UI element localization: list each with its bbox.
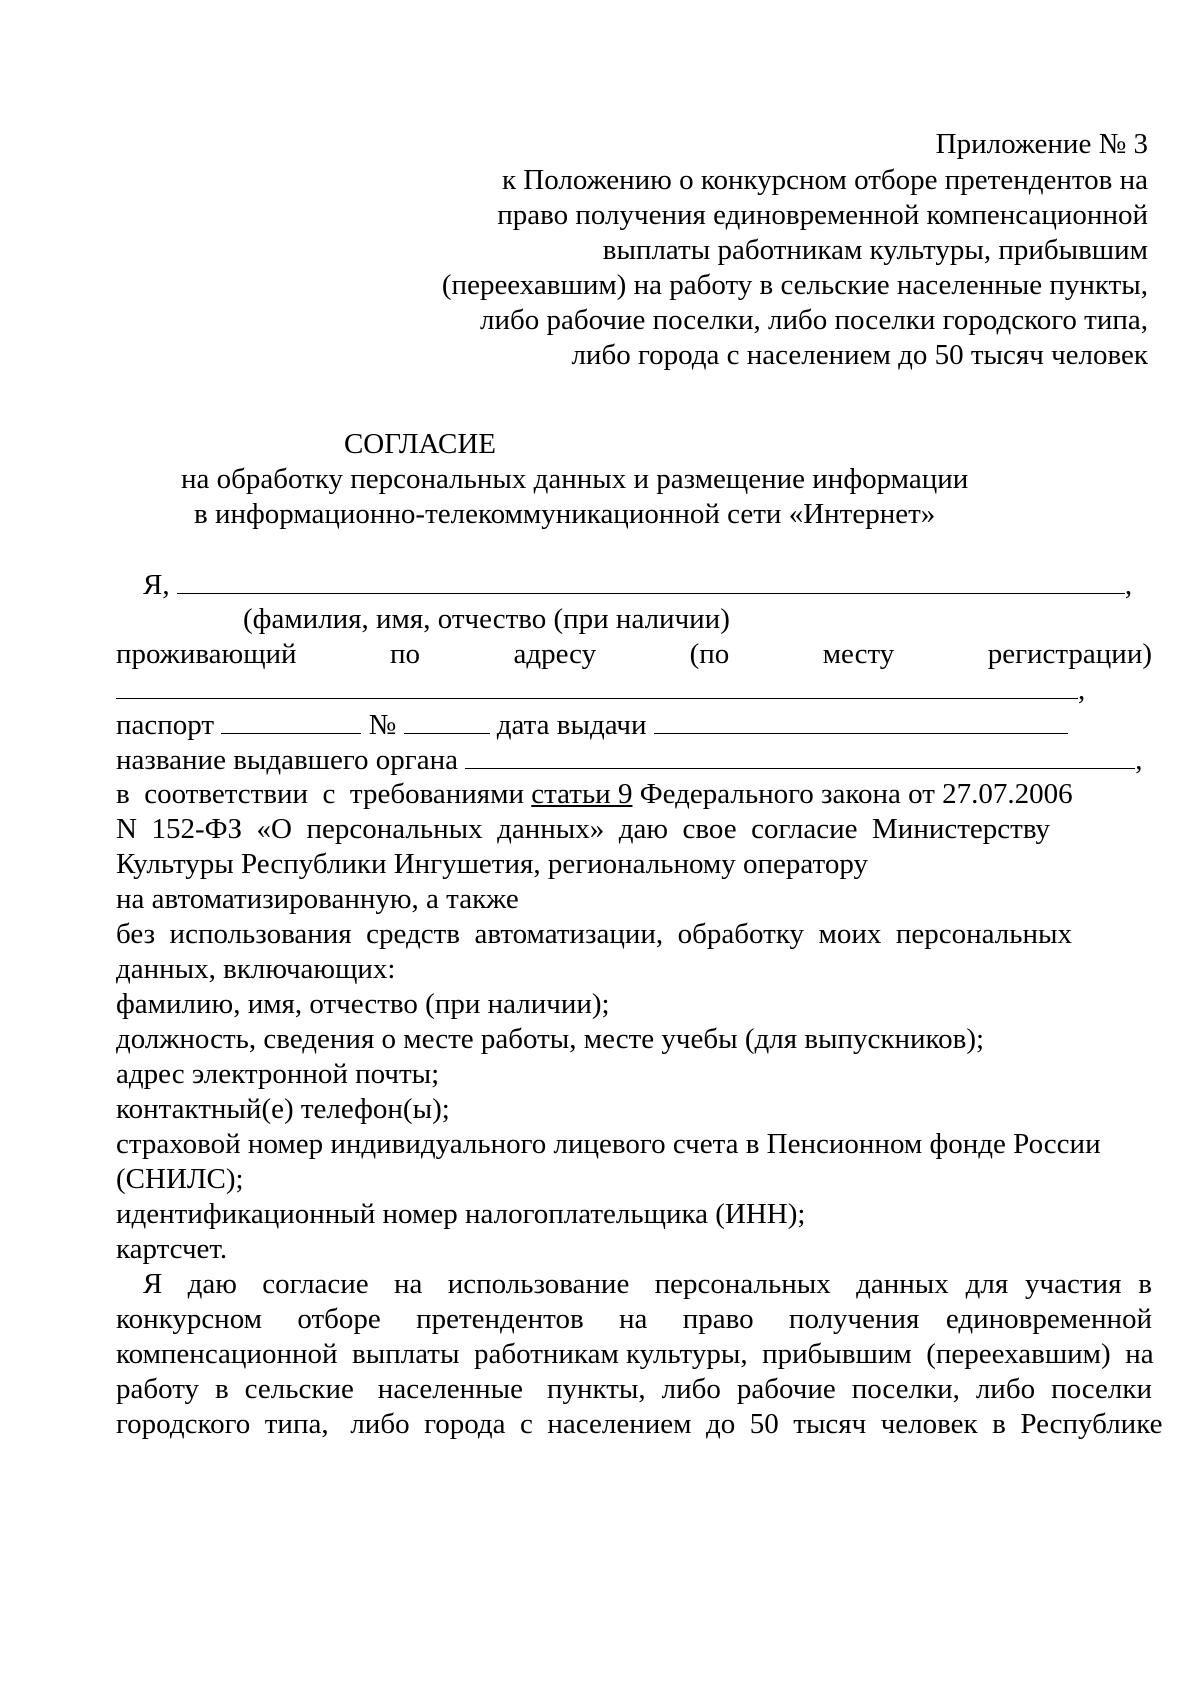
address-word: регистрации) <box>987 638 1153 670</box>
header-line: к Положению о конкурсном отборе претендентов на <box>501 164 1148 196</box>
document-subtitle: на обработку персональных данных и размещение информации <box>181 463 969 495</box>
header-line: право получения единовременной компенсационной <box>497 199 1148 231</box>
passport-series-field[interactable] <box>221 706 361 734</box>
data-item: фамилию, имя, отчество (при наличии); <box>116 988 610 1020</box>
data-item: страховой номер индивидуального лицевого счета в Пенсионном фонде России <box>116 1128 1101 1160</box>
data-item: адрес электронной почты; <box>116 1058 440 1090</box>
passport-label: паспорт <box>116 709 215 741</box>
issue-date-field[interactable] <box>654 706 1068 734</box>
law-line: Культуры Республики Ингушетия, региональному оператору <box>116 848 868 880</box>
data-item: контактный(е) телефон(ы); <box>116 1093 450 1125</box>
data-item: картсчет. <box>116 1233 228 1265</box>
data-item: должность, сведения о месте работы, месте учебы (для выпускников); <box>116 1023 985 1055</box>
law-text: в соответствии с требованиями <box>116 778 532 810</box>
header-line: (переехавшим) на работу в сельские населенные пункты, <box>441 269 1148 301</box>
law-line: данных, включающих: <box>116 953 396 985</box>
issue-date-label: дата выдачи <box>496 709 647 741</box>
address-row <box>116 636 1152 672</box>
document-subtitle: в информационно-телекоммуникационной сети «Интернет» <box>194 498 936 530</box>
consent-paragraph-line: Я даю согласие на использование персональных данных для участия в <box>143 1268 1152 1300</box>
passport-row <box>116 706 1068 743</box>
law-line: N 152-ФЗ «О персональных данных» даю свое согласие Министерству <box>116 813 1051 845</box>
fio-field[interactable] <box>177 566 1125 594</box>
data-item: идентификационный номер налогоплательщика (ИНН); <box>116 1198 806 1230</box>
document-title: СОГЛАСИЕ <box>343 428 497 460</box>
comma: , <box>1078 674 1086 706</box>
appendix-number: Приложение № 3 <box>935 128 1148 160</box>
issuer-label: название выдавшего органа <box>116 744 458 776</box>
comma: , <box>1135 744 1143 776</box>
data-item: (СНИЛС); <box>116 1163 244 1195</box>
address-field[interactable] <box>116 671 1078 699</box>
header-line: либо рабочие поселки, либо поселки городского типа, <box>479 304 1148 336</box>
address-word: (по <box>689 638 730 670</box>
address-word: месту <box>822 638 895 670</box>
issuer-row <box>116 741 1142 778</box>
header-line: выплаты работникам культуры, прибывшим <box>602 234 1148 266</box>
fio-caption: (фамилия, имя, отчество (при наличии) <box>243 603 730 635</box>
fio-row <box>143 566 1132 603</box>
address-field-row <box>116 671 1085 708</box>
header-line: либо города с населением до 50 тысяч человек <box>571 339 1148 371</box>
law-line <box>116 776 1073 812</box>
law-article-link[interactable]: статьи 9 <box>531 778 633 810</box>
address-word: адресу <box>513 638 597 670</box>
comma: , <box>1124 569 1133 601</box>
address-word: по <box>390 638 421 670</box>
address-word: проживающий <box>116 638 297 670</box>
consent-paragraph-line: городского типа, либо города с населением до 50 тысяч человек в Республике <box>116 1408 1163 1440</box>
i-label: Я, <box>143 569 170 601</box>
consent-paragraph-line: работу в сельские населенные пункты, либо рабочие поселки, либо поселки <box>116 1373 1152 1405</box>
passport-number-field[interactable] <box>404 706 490 734</box>
law-line: на автоматизированную, а также <box>116 883 519 915</box>
number-label: № <box>368 709 397 741</box>
law-text: Федерального закона от 27.07.2006 <box>632 778 1073 810</box>
issuer-field[interactable] <box>465 741 1135 769</box>
law-line: без использования средств автоматизации, обработку моих персональных <box>116 918 1072 950</box>
consent-paragraph-line: конкурсном отборе претендентов на право получения единовременной <box>116 1303 1152 1335</box>
consent-paragraph-line: компенсационной выплаты работникам культуры, прибывшим (переехавшим) на <box>116 1338 1154 1370</box>
